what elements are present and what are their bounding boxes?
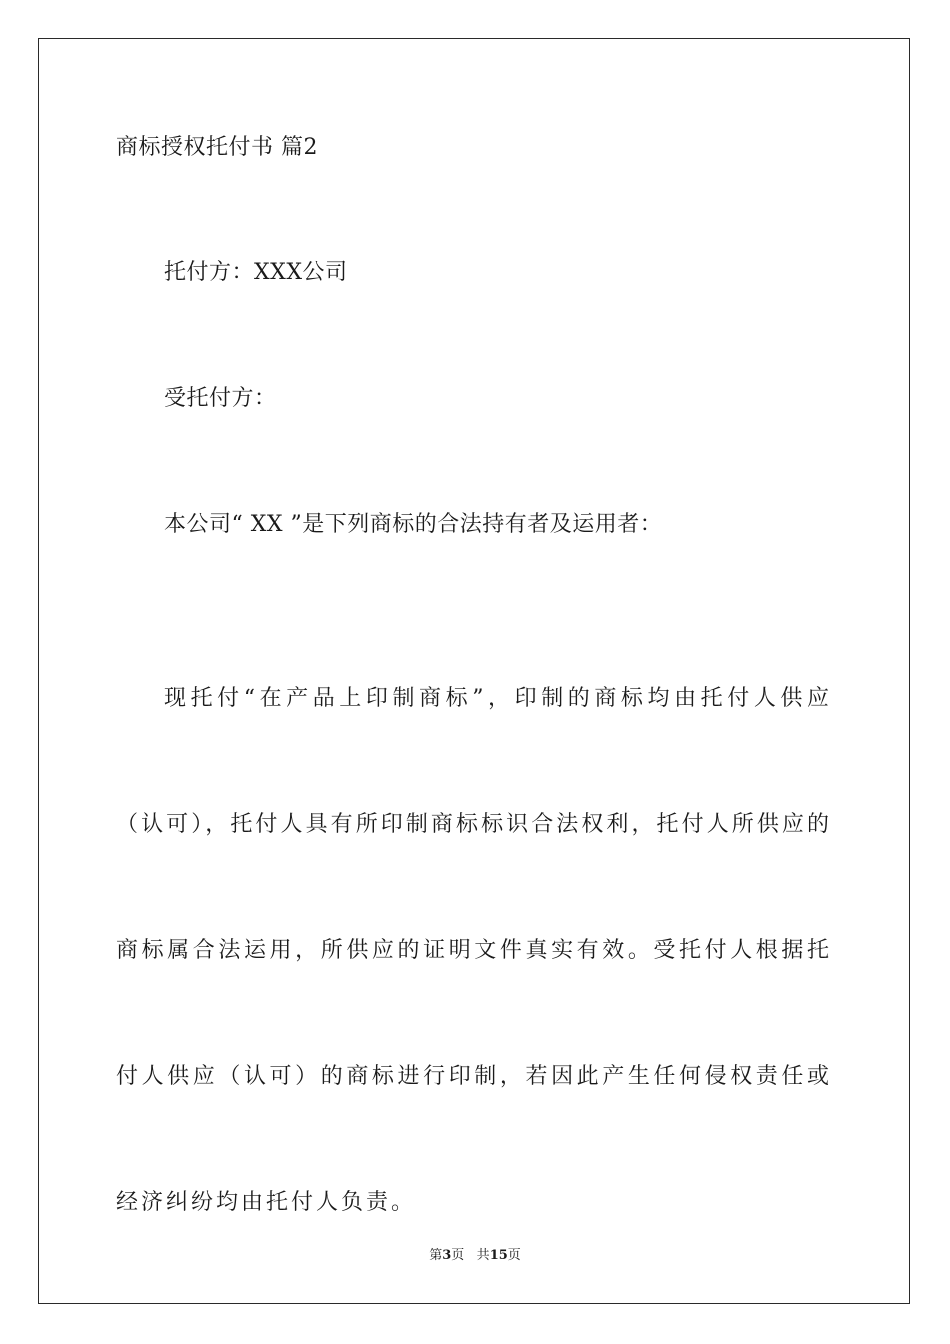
- page-suffix: 页: [451, 1248, 465, 1263]
- body-paragraph: 现托付“在产品上印制商标”，印制的商标均由托付人供应（认可），托付人具有所印制商标标识合法权利，托付人所供应的商标属合法运用，所供应的证明文件真实有效。受托付人根据托付人供应（认可）的商标进行印制，若因此产生任何侵权责任或经济纠纷均由托付人负责。: [116, 686, 832, 1215]
- page-prefix: 第: [429, 1248, 443, 1263]
- total-pages: 15: [489, 1248, 508, 1263]
- total-suffix: 页: [507, 1248, 521, 1263]
- intro-statement: 本公司“ XX ”是下列商标的合法持有者及运用者：: [164, 512, 663, 537]
- agent-party-line: 受托付方：: [164, 386, 277, 411]
- total-prefix: 共: [476, 1248, 490, 1263]
- client-party-line: 托付方：XXX公司: [164, 260, 348, 285]
- document-heading: 商标授权托付书 篇2: [116, 135, 318, 160]
- page-footer: [0, 1248, 950, 1264]
- page-number: 3: [442, 1248, 452, 1263]
